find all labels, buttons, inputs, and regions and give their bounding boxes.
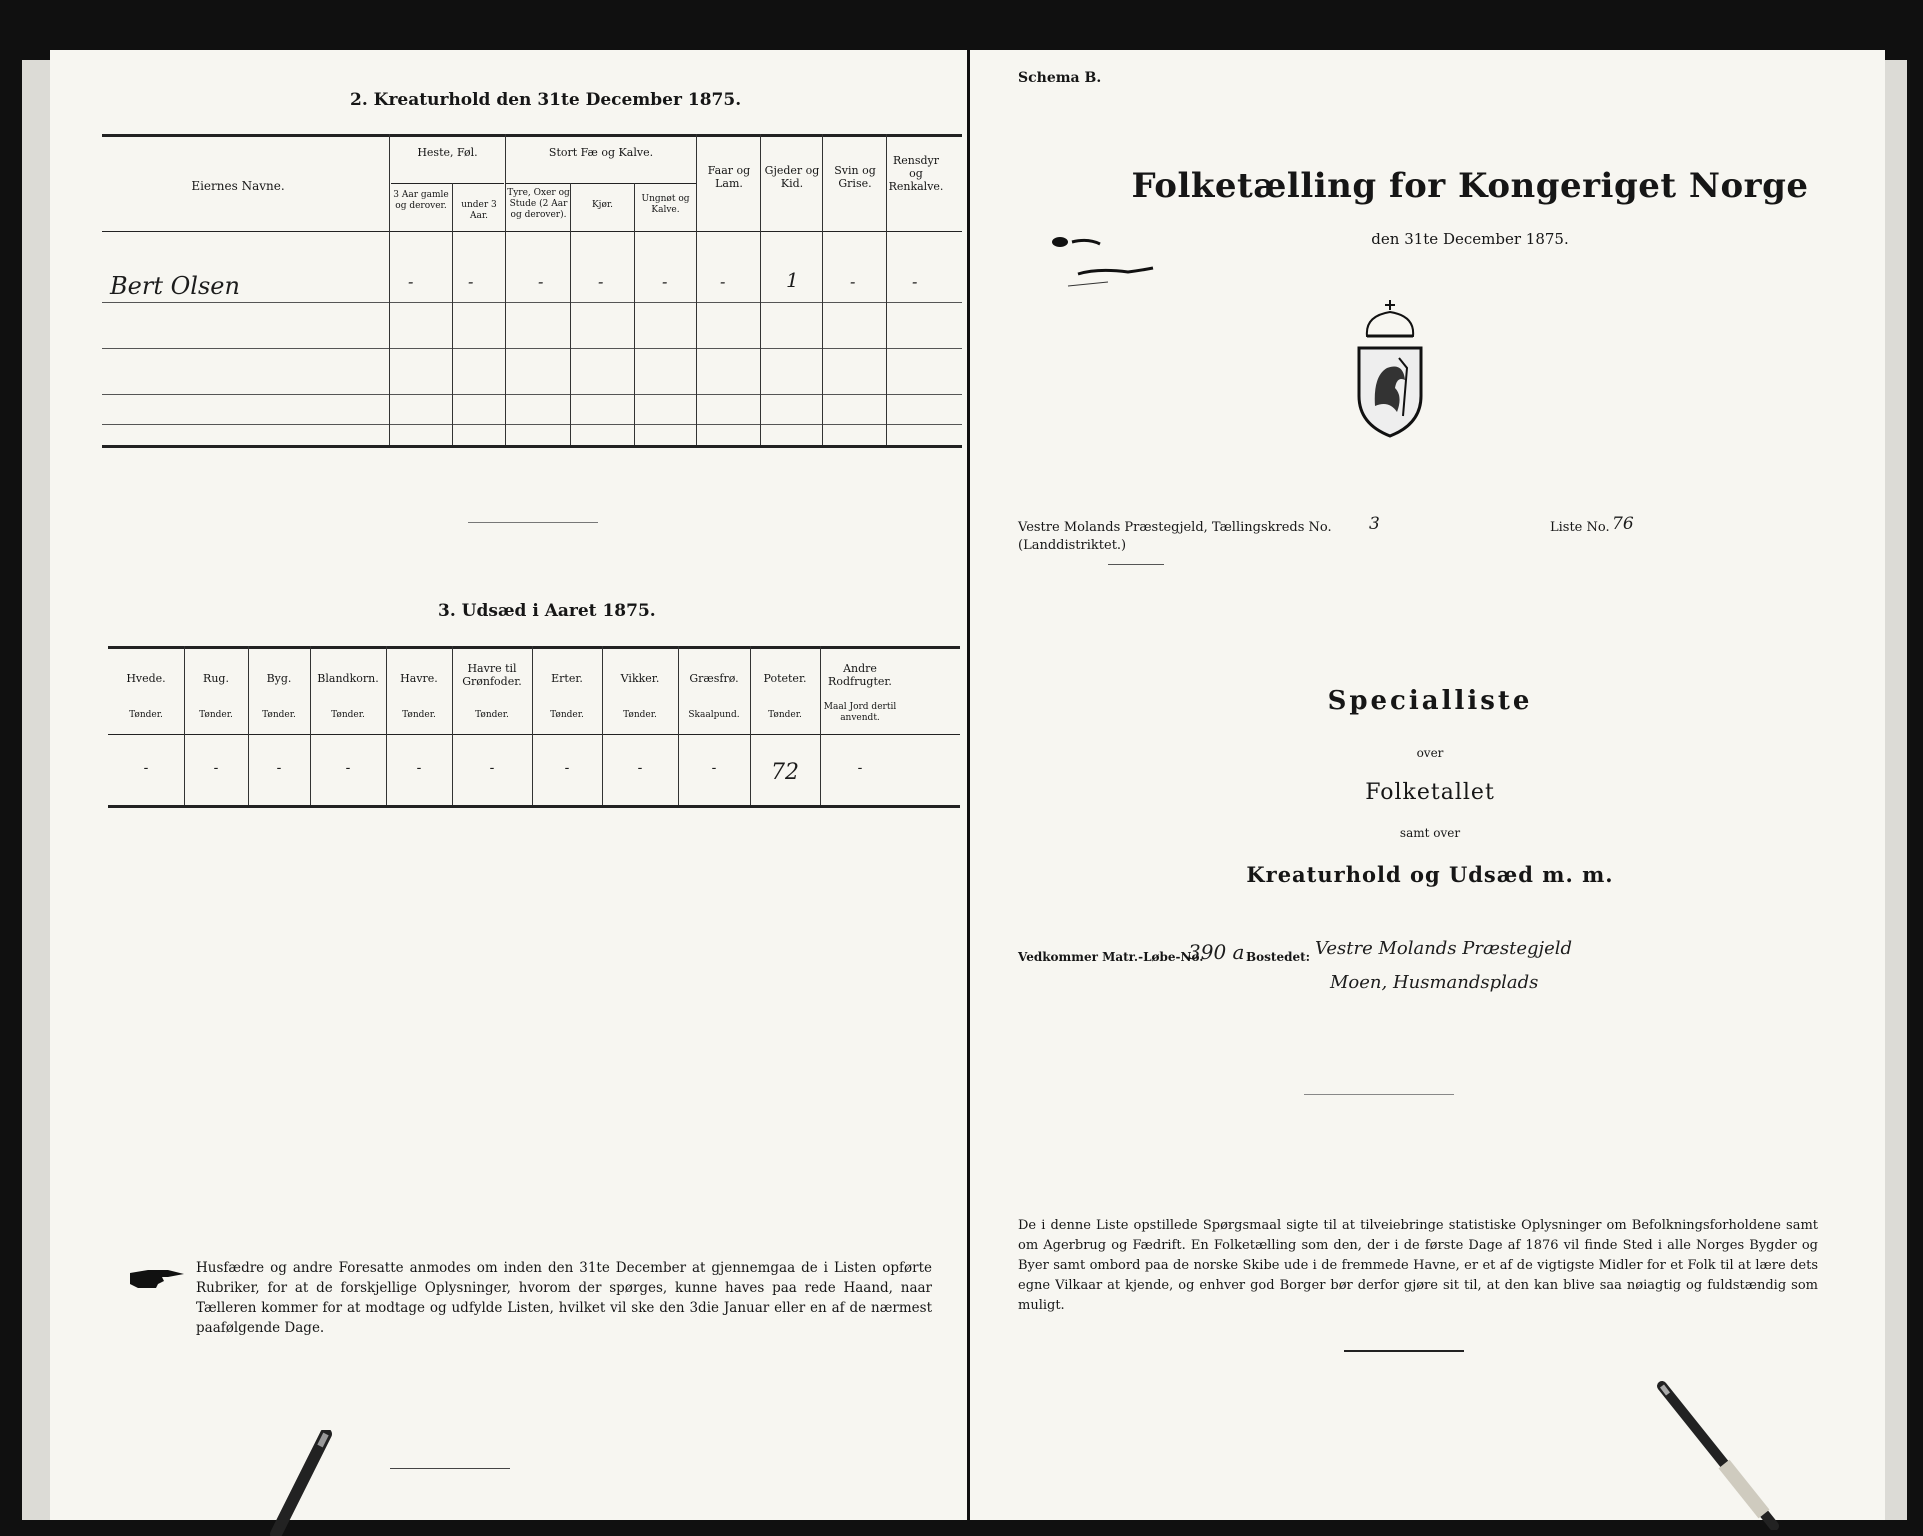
cell-cattle-bulls: - bbox=[538, 272, 544, 291]
table3-col-divider bbox=[248, 646, 249, 805]
table3-col-divider bbox=[184, 646, 185, 805]
header-goats: Gjeder og Kid. bbox=[764, 164, 820, 190]
table3-value-8: - bbox=[711, 760, 717, 776]
table3-top-rule bbox=[108, 646, 960, 649]
table3-value-7: - bbox=[637, 760, 643, 776]
table2-col-divider bbox=[634, 183, 635, 445]
table2-header-rule bbox=[102, 231, 962, 232]
district-label: (Landdistriktet.) bbox=[1018, 538, 1127, 553]
table3-col-divider bbox=[310, 646, 311, 805]
table3-header-9: Poteter. bbox=[763, 672, 807, 685]
table2-col-divider bbox=[822, 134, 823, 445]
table3-value-2: - bbox=[276, 760, 282, 776]
instructions-note: Husfædre og andre Foresatte anmodes om inden den 31te December at gjennemgaa de i Listen opførte Rubriker, for at de forskjellige Oplysninger, hvorom der spørges, kunne haves paa rede Haand, naar Tælleren kommer for at modtage og udfylde Listen, hvilket vil ske den 3die Januar eller en af de nærmest paafølgende Dage. bbox=[196, 1260, 932, 1336]
table3-header-3: Blandkorn. bbox=[317, 672, 379, 685]
table3-value-6: - bbox=[564, 760, 570, 776]
table3-value-0: - bbox=[143, 760, 149, 776]
table3-value-4: - bbox=[416, 760, 422, 776]
table3-value-9: 72 bbox=[771, 760, 799, 785]
table3-col-divider bbox=[386, 646, 387, 805]
owner-name: Bert Olsen bbox=[110, 272, 240, 300]
table2-col-divider bbox=[696, 134, 697, 445]
cell-cattle-cows: - bbox=[598, 272, 604, 291]
main-title: Folketælling for Kongeriget Norge bbox=[1131, 166, 1809, 206]
matr-label: Vedkommer Matr.-Løbe-No. bbox=[1018, 950, 1204, 964]
table3-value-3: - bbox=[345, 760, 351, 776]
header-horses: Heste, Føl. bbox=[417, 146, 478, 159]
table3-bottom-rule bbox=[108, 805, 960, 808]
left-page-edge bbox=[22, 60, 52, 1520]
header-cattle: Stort Fæ og Kalve. bbox=[548, 146, 654, 159]
ink-marks bbox=[1048, 232, 1168, 292]
right-page bbox=[970, 50, 1885, 1520]
kreatur-title: Kreaturhold og Udsæd m. m. bbox=[1246, 862, 1614, 887]
table3-header-1: Rug. bbox=[203, 672, 229, 685]
table3-unit-3: Tønder. bbox=[331, 710, 365, 720]
liste-label: Liste No. bbox=[1550, 520, 1610, 535]
bostedet-label: Bostedet: bbox=[1246, 950, 1311, 964]
table2-col-divider bbox=[389, 134, 390, 445]
table3-col-divider bbox=[678, 646, 679, 805]
header-cattle-young: Ungnøt og Kalve. bbox=[641, 194, 690, 215]
samt-over-label: samt over bbox=[1399, 826, 1461, 840]
table3-header-rule bbox=[108, 734, 960, 735]
bostedet-value-2: Moen, Husmandsplads bbox=[1330, 972, 1539, 993]
cell-horses-young: - bbox=[468, 272, 474, 291]
header-horses-young: under 3 Aar. bbox=[461, 200, 497, 221]
matr-value: 390 a bbox=[1188, 940, 1245, 964]
right-page-edge bbox=[1883, 60, 1907, 1520]
table2-col-divider bbox=[452, 183, 453, 445]
table3-header-5: Havre til Grønfoder. bbox=[462, 662, 522, 688]
divider bbox=[1108, 564, 1164, 565]
table2-col-divider bbox=[570, 183, 571, 445]
table3-unit-0: Tønder. bbox=[129, 710, 163, 720]
left-page bbox=[50, 50, 967, 1520]
folketallet-label: Folketallet bbox=[1365, 780, 1495, 805]
table2-col-divider bbox=[505, 134, 506, 445]
schema-label: Schema B. bbox=[1018, 70, 1102, 86]
table3-header-0: Hvede. bbox=[126, 672, 166, 685]
table3-col-divider bbox=[532, 646, 533, 805]
table3-header-6: Erter. bbox=[551, 672, 583, 685]
cell-pigs: - bbox=[850, 272, 856, 291]
table2-row-rule bbox=[102, 424, 962, 425]
table2-col-divider bbox=[760, 134, 761, 445]
liste-number: 76 bbox=[1612, 514, 1634, 534]
special-title: Specialliste bbox=[1327, 686, 1533, 716]
table3-header-7: Vikker. bbox=[620, 672, 660, 685]
coat-of-arms-icon bbox=[1345, 296, 1435, 446]
pen-right-icon bbox=[1654, 1380, 1784, 1530]
table2-row-rule bbox=[102, 302, 962, 303]
end-divider bbox=[1344, 1350, 1464, 1352]
table3-unit-10: Maal Jord dertil anvendt. bbox=[823, 702, 897, 723]
table3-header-4: Havre. bbox=[400, 672, 438, 685]
footer-text: De i denne Liste opstillede Spørgsmaal sigte til at tilveiebringe statistiske Oplysninger om Befolkningsforholdene samt om Agerbrug og Fædrift. En Folketælling som den, der i de første Dage af 1876 vil finde Sted i alle Norges Bygder og Byer samt ombord paa de norske Skibe ude i de fremmede Havne, er et af de vigtigste Midler for et Folk til at lære dets egne Vilkaar at kjende, og enhver god Borger bør derfor gjøre sit til, at den kan blive saa nøiagtig og fuldstændig som muligt. bbox=[1018, 1218, 1818, 1313]
bostedet-value-1: Vestre Molands Præstegjeld bbox=[1315, 938, 1573, 959]
header-cattle-cows: Kjør. bbox=[591, 200, 614, 210]
header-owner: Eiernes Navne. bbox=[191, 179, 285, 193]
table3-header-10: Andre Rodfrugter. bbox=[828, 662, 892, 688]
header-sheep: Faar og Lam. bbox=[707, 164, 751, 190]
parish-line: Vestre Molands Præstegjeld, Tællingskreds No. bbox=[1018, 520, 1332, 535]
section3-title: 3. Udsæd i Aaret 1875. bbox=[438, 601, 656, 621]
table3-unit-4: Tønder. bbox=[402, 710, 436, 720]
divider bbox=[468, 522, 598, 523]
table3-unit-6: Tønder. bbox=[550, 710, 584, 720]
table2-col-divider bbox=[886, 134, 887, 445]
table3-col-divider bbox=[602, 646, 603, 805]
table3-value-5: - bbox=[489, 760, 495, 776]
table2-bottom-rule bbox=[102, 445, 962, 448]
pointing-hand-icon bbox=[128, 1264, 186, 1290]
table3-unit-8: Skaalpund. bbox=[688, 710, 740, 720]
table2-row-rule bbox=[102, 348, 962, 349]
cell-horses-old: - bbox=[408, 272, 414, 291]
table3-unit-2: Tønder. bbox=[262, 710, 296, 720]
table3-header-2: Byg. bbox=[266, 672, 292, 685]
over-label: over bbox=[1416, 746, 1444, 760]
table3-header-8: Græsfrø. bbox=[689, 672, 739, 685]
header-reindeer: Rensdyr og Renkalve. bbox=[888, 154, 944, 193]
table2-row-rule bbox=[102, 394, 962, 395]
subtitle: den 31te December 1875. bbox=[1371, 230, 1569, 248]
table3-unit-7: Tønder. bbox=[623, 710, 657, 720]
cell-cattle-young: - bbox=[662, 272, 668, 291]
cell-reindeer: - bbox=[912, 272, 918, 291]
table2-subheader-rule bbox=[391, 183, 504, 184]
cell-sheep: - bbox=[720, 272, 726, 291]
header-horses-old: 3 Aar gamle og derover. bbox=[393, 190, 449, 211]
kreds-number: 3 bbox=[1369, 514, 1380, 534]
table3-value-1: - bbox=[213, 760, 219, 776]
section2-title: 2. Kreaturhold den 31te December 1875. bbox=[350, 90, 742, 110]
table3-unit-9: Tønder. bbox=[768, 710, 802, 720]
header-pigs: Svin og Grise. bbox=[834, 164, 876, 190]
table3-unit-5: Tønder. bbox=[475, 710, 509, 720]
pen-left-icon bbox=[268, 1430, 338, 1536]
table2-subheader-rule bbox=[506, 183, 696, 184]
cell-goats: 1 bbox=[786, 268, 799, 292]
table3-value-10: - bbox=[857, 760, 863, 776]
end-divider bbox=[390, 1468, 510, 1469]
header-cattle-bulls: Tyre, Oxer og Stude (2 Aar og derover). bbox=[507, 188, 570, 220]
divider bbox=[1304, 1094, 1454, 1095]
table3-unit-1: Tønder. bbox=[199, 710, 233, 720]
table2-top-rule bbox=[102, 134, 962, 137]
